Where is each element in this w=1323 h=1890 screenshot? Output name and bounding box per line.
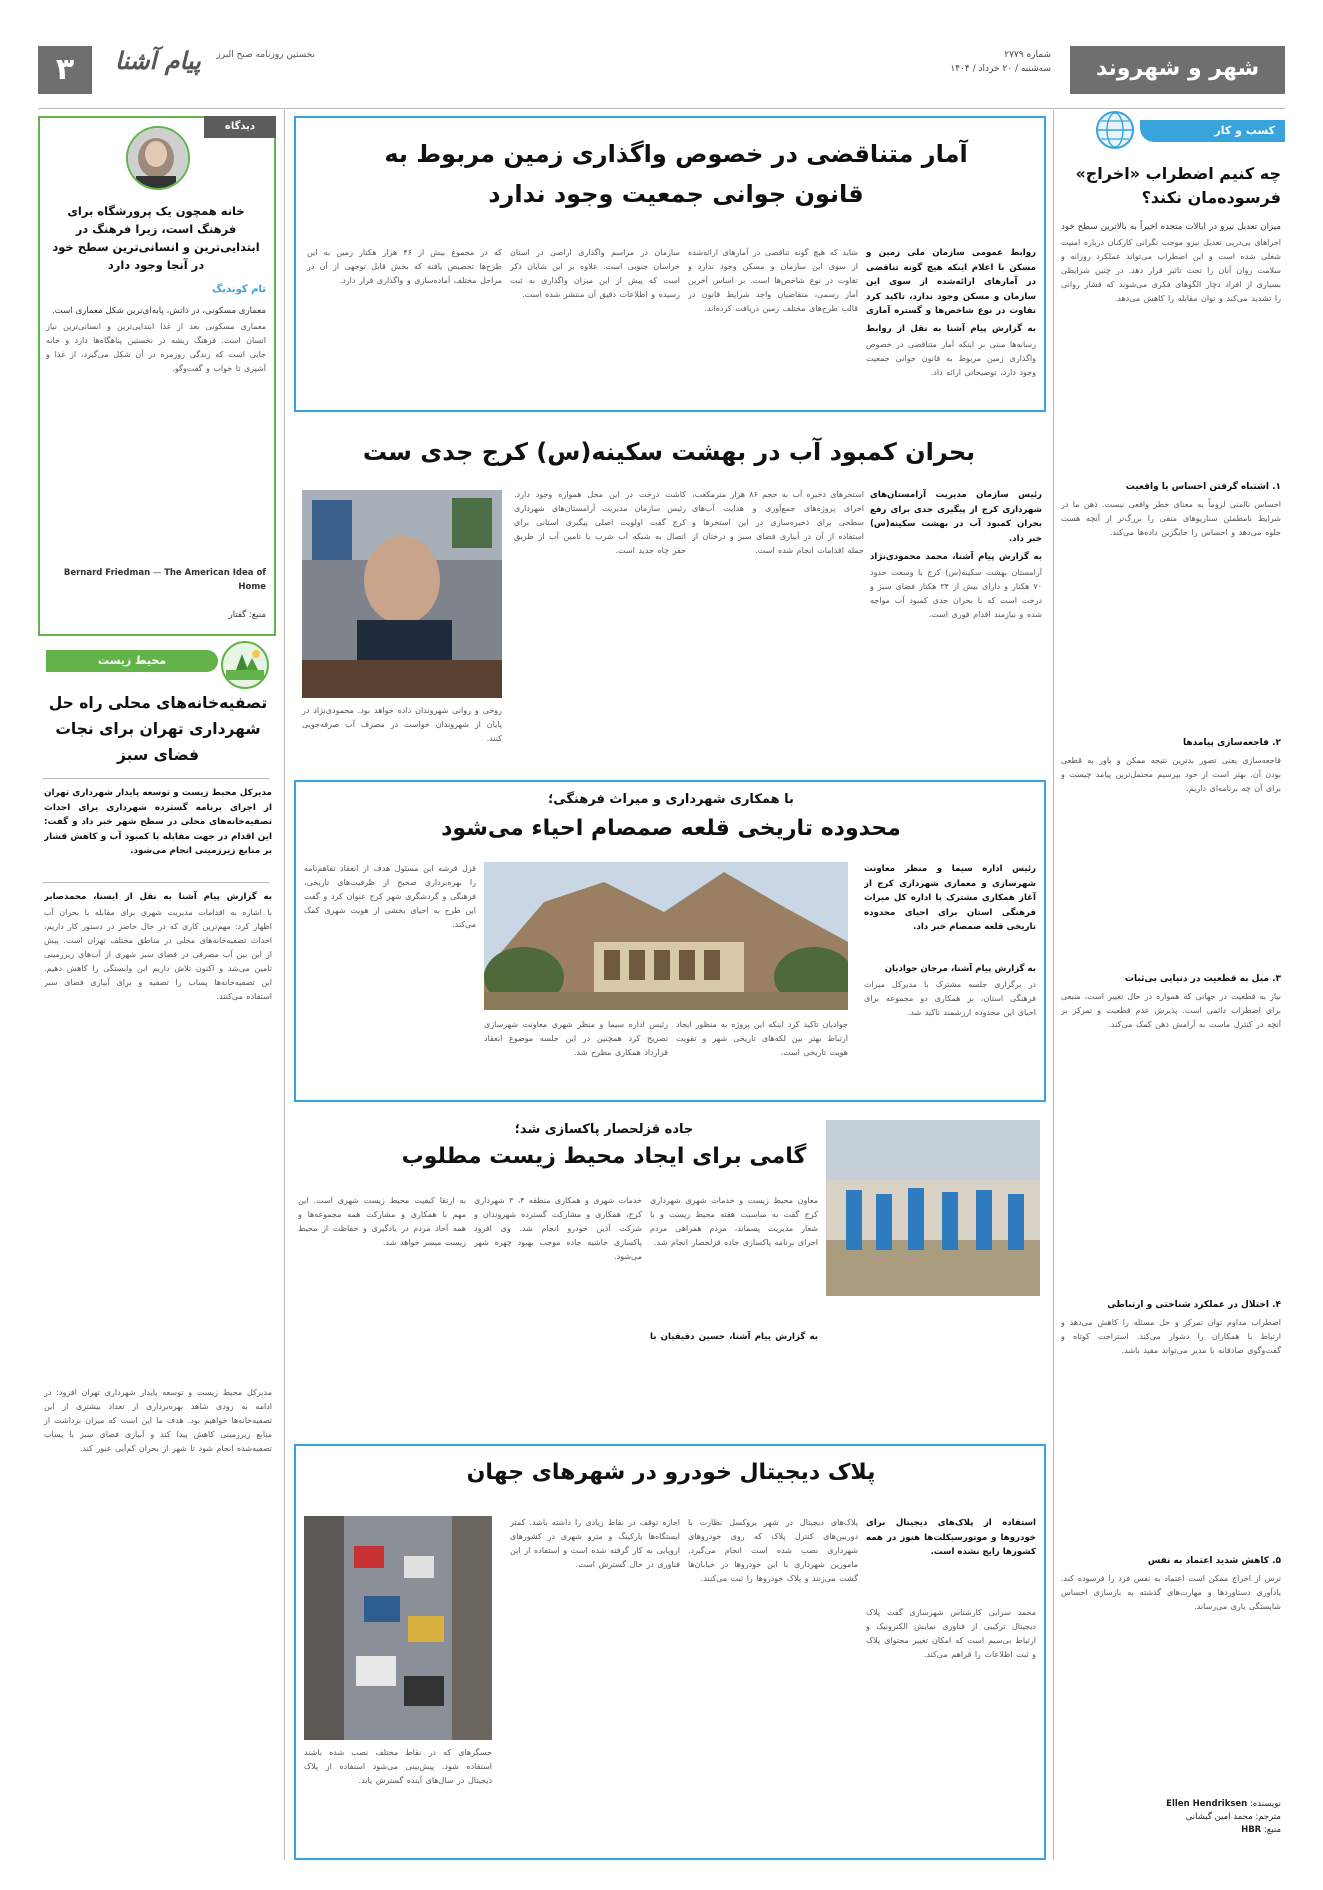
article-water-byline: به گزارش پیام آشنا، محمد محمودی‌نژاد bbox=[870, 552, 1042, 562]
environment-body-2: مدیرکل محیط زیست و توسعه پایدار شهرداری تهران افزود: در ادامه به زودی شاهد بهره‌برداری از تعداد بیشتری از این تصفیه‌خانه‌ها خواهیم بود. هدف ما این است که میزان برداشت از منابع زیرزمینی کاهش پیدا کند و آبیاری فضای سبز با پساب تصفیه‌شده انجام شود تا شهر از بحران کم‌آبی عبور کند. bbox=[44, 1388, 272, 1453]
business-section-5: ۵. کاهش شدید اعتماد به نفس bbox=[1147, 1556, 1281, 1566]
section-title-bar bbox=[1070, 46, 1285, 94]
left-column-divider bbox=[284, 110, 285, 1860]
page-number: ۳ bbox=[55, 52, 75, 87]
business-section-3: ۳. میل به قطعیت در دنیایی بی‌ثبات bbox=[1124, 974, 1281, 984]
article-plate-photo bbox=[304, 1516, 492, 1740]
credit-translator: مترجم: محمد امین گیشانی bbox=[1185, 1812, 1281, 1822]
business-intro-text: میزان تعدیل نیرو در ایالات متحده اخیراً به بالاترین سطح خود bbox=[1061, 222, 1281, 232]
environment-headline-rule bbox=[42, 778, 270, 779]
article-road-photo bbox=[826, 1120, 1040, 1296]
business-tag-label: کسب و کار bbox=[1214, 124, 1275, 137]
globe-icon bbox=[1095, 110, 1135, 150]
opinion-author: تام کوندیگ bbox=[212, 284, 266, 295]
opinion-editor-en: Bernard Friedman bbox=[63, 568, 151, 578]
business-intro bbox=[1061, 220, 1281, 234]
article-heritage-body-3: رئیس اداره سیما و منظر شهری معاونت شهرسازی تصریح کرد همچنین در این جلسه موضوع انعقاد قرارداد همکاری مطرح شد. bbox=[484, 1020, 668, 1057]
article-land-byline: به گزارش پیام آشنا به نقل از روابط bbox=[866, 324, 1036, 334]
article-heritage-photo bbox=[484, 862, 848, 1010]
business-title: چه کنیم اضطراب «اخراج» فرسوده‌مان نکند؟ bbox=[1075, 164, 1281, 207]
business-body-3: فاجعه‌سازی یعنی تصور بدترین نتیجه ممکن و باور به قطعی بودن آن. بهتر است از خود بپرسیم محتمل‌ترین پیامد چیست و برای آن چه برنامه‌ای داریم. bbox=[1061, 756, 1281, 793]
paper-tagline: نخستین روزنامه صبح البرز bbox=[216, 50, 315, 60]
article-heritage-byline: به گزارش پیام آشنا، مرجان جوادیان bbox=[884, 964, 1036, 974]
article-water-lead: رئیس سازمان مدیریت آرامستان‌های شهرداری کرج از پیگیری جدی برای رفع بحران کمبود آب در بهشت سکینه(س) خبر داد. bbox=[870, 490, 1042, 544]
opinion-book-credit: Bernard Friedman — The American Idea of Home bbox=[63, 568, 266, 592]
business-tag bbox=[1140, 120, 1285, 142]
article-water-body-1: آرامستان بهشت سکینه(س) کرج با وسعت حدود ۷۰ هکتار و دارای بیش از ۳۴ هکتار فضای سبز و درخت است که با بحران جدی کمبود آب مواجه شده و نیازمند اقدام فوری است. bbox=[870, 568, 1042, 619]
article-heritage-body-1: در برگزاری جلسه مشترک با مدیرکل میراث فرهنگی استان، بر همکاری دو مجموعه برای احیای این محدوده ارزشمند تاکید شد. bbox=[864, 980, 1036, 1017]
business-body-6: ترس از اخراج ممکن است اعتماد به نفس فرد را فرسوده کند. یادآوری دستاوردها و مهارت‌های گذشته به بازسازی احساس شایستگی یاری می‌رساند. bbox=[1061, 1574, 1281, 1611]
article-land-headline: آمار متناقضی در خصوص واگذاری زمین مربوط به قانون جوانی جمعیت وجود ندارد bbox=[384, 140, 968, 208]
business-section-2: ۲. فاجعه‌سازی پیامدها bbox=[1183, 738, 1281, 748]
opinion-headline: خانه همچون یک پرورشگاه برای فرهنگ است، زیرا فرهنگ در ابتدایی‌ترین و انسانی‌ترین سطح خود در آنجا وجود دارد bbox=[52, 204, 260, 272]
article-heritage-body-2: جوادیان تاکید کرد اینکه این پروژه به منظور ایجاد ارتباط بهتر بین لکه‌های تاریخی شهر و تقویت هویت تاریخی است. bbox=[676, 1020, 848, 1057]
article-heritage-body-4: قزل قرشه این مسئول هدف از انعقاد تفاهم‌نامه را بهره‌برداری صحیح از ظرفیت‌های تاریخی، فرهنگی و گردشگری شهر کرج عنوان کرد و گفت این طرح به احیای بخشی از هویت شهری کمک می‌کند. bbox=[304, 864, 476, 929]
article-road-body-2: خدمات شهری و همکاری منطقه ۴، ۳ شهرداری کرج، همکاری و مشارکت گسترده شهروندان و شرکت آذین خودرو انجام شد. وی افزود پاکسازی حاشیه جاده موجب بهبود چهره شهر می‌شود. bbox=[474, 1196, 642, 1261]
paper-name: پیام آشنا bbox=[115, 46, 201, 75]
article-road-headline: گامی برای ایجاد محیط زیست مطلوب bbox=[401, 1144, 807, 1169]
article-water-body-3: کاشت درخت در این محل همواره وجود دارد. رئیس سازمان مدیریت آرامستان‌های شهرداری کرج گفت اولویت اصلی پیگیری استانی برای اتصال به شبکه آب شرب یا تامین آب از طریق حفر چاه جدید است. bbox=[514, 490, 686, 555]
nature-icon bbox=[220, 640, 270, 690]
opinion-work-en: The American Idea of Home bbox=[164, 568, 266, 592]
opinion-box bbox=[38, 116, 276, 636]
article-road bbox=[294, 1114, 1046, 1432]
environment-lead: مدیرکل محیط زیست و توسعه پایدار شهرداری تهران از اجرای برنامه گسترده شهرداری برای احداث تصفیه‌خانه‌های محلی در سطح شهر خبر داد و گفت: این اقدام در جهت مقابله با کمبود آب و کاهش فشار بر منابع زیرزمینی انجام می‌شود. bbox=[44, 788, 272, 856]
paper-logo-area bbox=[95, 42, 315, 92]
article-heritage-kicker: با همکاری شهرداری و میراث فرهنگی؛ bbox=[548, 792, 794, 807]
environment-byline: به گزارش پیام آشنا به نقل از ایسنا، محمدصابر bbox=[44, 892, 272, 902]
opinion-body-intro: معماری مسکونی، در ذاتش، پایه‌ای‌ترین شکل معماری است. bbox=[51, 306, 266, 316]
business-body-2: احساس ناامنی لزوماً به معنای خطر واقعی نیست. ذهن ما در شرایط نامطمئن سناریوهای منفی را بزرگ‌تر از آنچه هست جلوه می‌دهد و احساس را جایگزین داده‌ها می‌کند. bbox=[1061, 500, 1281, 537]
environment-body-1: با اشاره به اقدامات مدیریت شهری برای مقابله با بحران آب اظهار کرد: مهم‌ترین کاری که در حال حاضر در دستور کار داریم، احداث تصفیه‌خانه‌های محلی در مناطق مختلف تهران است. پیش از این بین آب مصرفی در فضای سبز شهری از آب‌های زیرزمینی تامین می‌شد و اکنون تلاش داریم این وابستگی را کاهش دهیم. این تصفیه‌خانه‌ها پساب را تصفیه و برای آبیاری فضای سبز استفاده می‌کنند. bbox=[44, 908, 272, 1001]
article-water bbox=[294, 424, 1046, 766]
masthead bbox=[0, 28, 1323, 90]
opinion-source: منبع: گفتار bbox=[228, 610, 266, 620]
environment-tag bbox=[46, 650, 218, 672]
right-column-divider bbox=[1053, 110, 1054, 1860]
article-land-box bbox=[294, 116, 1046, 412]
issue-number: شماره ۲۷۷۹ bbox=[1004, 50, 1051, 60]
environment-lead-rule bbox=[42, 882, 270, 883]
portrait-photo bbox=[126, 126, 190, 190]
article-road-body-3: به ارتقا کیفیت محیط زیست شهری است. این مهم با همکاری و مشارکت همه مجموعه‌ها و همه آحاد مردم در یادگیری و حفاظت از محیط زیست میسر خواهد شد. bbox=[298, 1196, 466, 1247]
business-body-1: اجراهای پی‌درپی تعدیل نیرو موجب نگرانی کارکنان درباره امنیت شغلی شده است و این اضطراب می‌تواند عملکرد روزانه و سلامت روان آنان را تحت تاثیر قرار دهد. در چنین شرایطی بسیاری از افراد دچار الگوهای فکری می‌شوند که فشار روانی را تشدید می‌کند و توان مقابله را کاهش می‌دهد. bbox=[1061, 238, 1281, 303]
issue-info bbox=[941, 50, 1051, 74]
business-body-5: اضطراب مداوم توان تمرکز و حل مسئله را کاهش می‌دهد و ارتباط با همکاران را دشوار می‌کند. استراحت کوتاه و گفت‌وگوی صادقانه با مدیر می‌تواند مفید باشد. bbox=[1061, 1318, 1281, 1355]
right-column bbox=[1057, 110, 1285, 1860]
article-land-lead: روابط عمومی سازمان ملی زمین و مسکن با اعلام اینکه هیچ گونه تناقضی در آمارهای ارائه‌شده از سوی این سازمان و مسکن وجود ندارد، تاکید کرد تفاوت در نوع شاخص‌ها و گستره آماری bbox=[866, 248, 1036, 316]
article-plate-lead: استفاده از پلاک‌های دیجیتال برای خودروها و موتورسیکلت‌ها هنوز در همه کشورها رایج نشده است. bbox=[866, 1518, 1036, 1557]
article-land-body-4: که در مجموع بیش از ۴۶ هزار هکتار زمین به این طرح‌ها تخصیص یافته که بخش قابل توجهی از آن در مراحل مختلف آماده‌سازی و واگذاری قرار دارد. bbox=[307, 248, 502, 285]
article-water-caption-col: روحی و روانی شهروندان داده خواهد بود. محمودی‌نژاد در پایان از شهروندان خواست در مصرف آب صرفه‌جویی کنند. bbox=[302, 706, 502, 743]
article-land-body-3: سازمان در مراسم واگذاری اراضی در استان خراسان جنوبی است. علاوه بر این شایان ذکر است که پیش از این میزان واگذاری به ثبت رسیده و اطلاعات دقیق آن منتشر شده است. bbox=[510, 248, 680, 299]
environment-headline: تصفیه‌خانه‌های محلی راه حل شهرداری تهران برای نجات فضای سبز bbox=[48, 694, 268, 764]
article-road-byline: به گزارش پیام آشنا، حسین دقیقیان با bbox=[650, 1332, 818, 1342]
article-land-body-2: شاید که هیچ گونه تناقضی در آمارهای ارائه‌شده از سوی این سازمان و مسکن وجود ندارد و تفاوت در نوع شاخص‌ها است. بر اساس آخرین آمار رسمی، متقاضیان واجد شرایط قانون در قالب طرح‌های مختلف زمین دریافت کرده‌اند. bbox=[688, 248, 858, 313]
environment-tag-label: محیط زیست bbox=[97, 654, 167, 667]
opinion-tag bbox=[204, 116, 276, 138]
article-heritage-headline: محدوده تاریخی قلعه صمصام احیاء می‌شود bbox=[441, 816, 901, 841]
article-road-body-1: معاون محیط زیست و خدمات شهری شهرداری کرج گفت به مناسبت هفته محیط زیست و با شعار مدیریت پسماند، مردم همراهی مردم اجرای برنامه پاکسازی جاده قزلحصار انجام شد. bbox=[650, 1196, 818, 1247]
business-section-4: ۴. اختلال در عملکرد شناختی و ارتباطی bbox=[1107, 1300, 1281, 1310]
article-land-body-1: رسانه‌ها مبنی بر اینکه آمار متناقضی در خصوص واگذاری زمین مربوط به قانون جوانی جمعیت وجود دارد، توضیحاتی ارائه داد. bbox=[866, 340, 1036, 377]
section-title: شهر و شهروند bbox=[1095, 56, 1260, 81]
environment-column bbox=[38, 646, 276, 1860]
business-section-1: ۱. اشتباه گرفتن احساس با واقعیت bbox=[1125, 482, 1281, 492]
article-plate-headline: پلاک دیجیتال خودرو در شهرهای جهان bbox=[466, 1460, 876, 1485]
issue-date: سه‌شنبه / ۲۰ خرداد / ۱۴۰۴ bbox=[950, 64, 1051, 74]
article-road-kicker: جاده قزلحصار پاکسازی شد؛ bbox=[514, 1122, 694, 1137]
header-rule bbox=[38, 108, 1285, 109]
article-plate-body-4: حسگرهای که در نقاط مختلف نصب شده باشند استفاده شود. پیش‌بینی می‌شود استفاده از پلاک دیجیتال در سال‌های آینده گسترش یابد. bbox=[304, 1748, 492, 1785]
credit-source: منبع: HBR bbox=[1241, 1825, 1281, 1835]
article-plate-body-1: محمد سرابی کارشناس شهرسازی گفت پلاک دیجیتال ترکیبی از فناوری نمایش الکترونیک و ارتباط بی‌سیم است که امکان تغییر محتوای پلاک و ثبت اطلاعات را فراهم می‌کند. bbox=[866, 1608, 1036, 1659]
article-heritage-box bbox=[294, 780, 1046, 1102]
article-heritage-lead: رئیس اداره سیما و منظر معاونت شهرسازی و معماری شهرداری کرج از آغاز همکاری مشترک با اداره کل میراث فرهنگی استان برای احیای محدوده تاریخی قلعه صمصام خبر داد. bbox=[864, 864, 1036, 932]
article-plate-box bbox=[294, 1444, 1046, 1860]
credit-author: نویسنده: Ellen Hendriksen bbox=[1166, 1799, 1281, 1809]
business-body-4: نیاز به قطعیت در جهانی که همواره در حال تغییر است، منبعی برای اضطراب دائمی است. پذیرش عدم قطعیت و تمرکز بر آنچه در کنترل ماست به آرامش ذهن کمک می‌کند. bbox=[1061, 992, 1281, 1029]
opinion-body: معماری مسکونی بعد از غذا ابتدایی‌ترین و انسانی‌ترین نیاز انسان است. فرهنگ ریشه در نخستین پناهگاه‌ها دارد و خانه جایی است که زندگی روزمره در آن شکل می‌گیرد، از غذا و آشپزی تا خواب و گفت‌وگو. bbox=[46, 322, 266, 373]
article-water-headline: بحران کمبود آب در بهشت سکینه(س) کرج جدی ست bbox=[362, 438, 976, 466]
business-credits bbox=[1061, 1798, 1281, 1837]
article-water-body-2: استخرهای ذخیره آب به حجم ۸۶ هزار مترمکعب، اجرای پروژه‌های جمع‌آوری و هدایت آب‌های سطحی برای ذخیره‌سازی در این استخرها و استفاده از آن در آبیاری فضای سبز و درختان از جمله اقدامات انجام شده است. bbox=[692, 490, 864, 555]
page-number-box bbox=[38, 46, 92, 94]
article-plate-body-2: پلاک‌های دیجیتال در شهر بروکسل نظارت با دوربین‌های کنترل پلاک که روی خودروهای شهرداری نصب شده است انجام می‌گیرد. مامورین شهرداری با این خودروها در خیابان‌ها گشت می‌زنند و پلاک خودروها را ثبت می‌کنند. bbox=[688, 1518, 858, 1583]
opinion-tag-label: دیدگاه bbox=[224, 121, 256, 132]
article-water-photo bbox=[302, 490, 502, 698]
article-plate-body-3: اجازه توقف در نقاط زیادی را داشته باشد. کمتر ایستگاه‌ها پارکینگ و مترو شهری در کشورهای اروپایی به کار گرفته شده است و استفاده از این فناوری در حال گسترش است. bbox=[510, 1518, 680, 1569]
